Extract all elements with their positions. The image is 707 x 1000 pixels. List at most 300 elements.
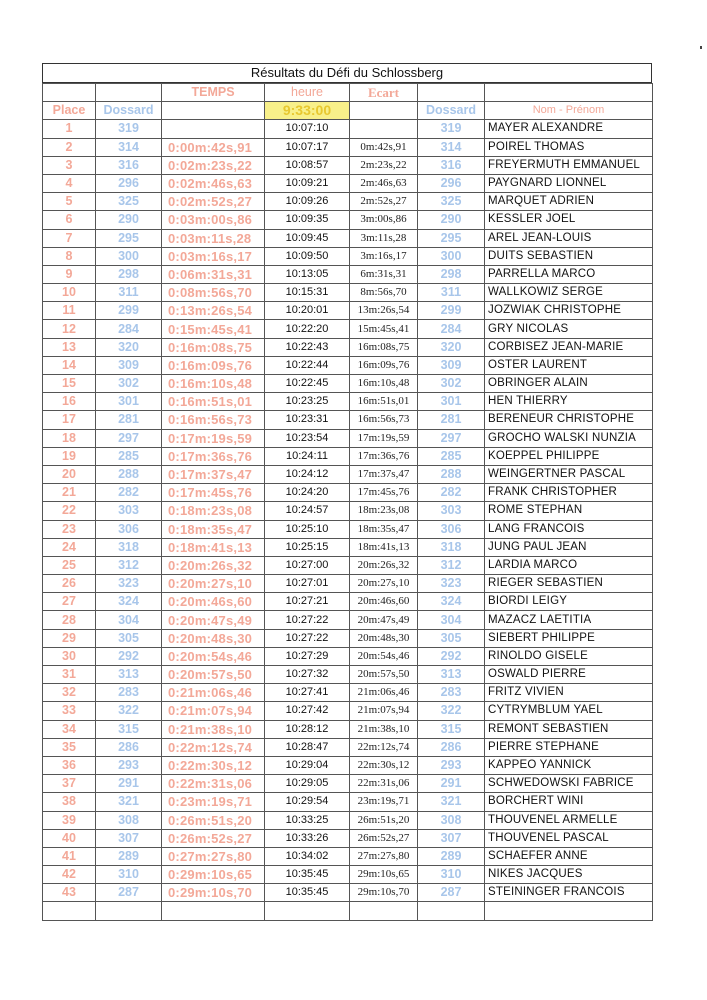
dossard-cell: 290 bbox=[96, 211, 162, 229]
ecart-cell: 20m:47s,49 bbox=[350, 611, 418, 629]
heure-cell: 10:29:05 bbox=[265, 775, 350, 793]
name-cell: BORCHERT WINI bbox=[485, 793, 653, 811]
temps-cell: 0:29m:10s,65 bbox=[162, 866, 265, 884]
temps-cell: 0:15m:45s,41 bbox=[162, 320, 265, 338]
ecart-cell bbox=[350, 120, 418, 138]
place-cell: 6 bbox=[43, 211, 96, 229]
dossard-cell: 297 bbox=[96, 429, 162, 447]
dossard-cell: 295 bbox=[96, 229, 162, 247]
table-row bbox=[43, 884, 653, 902]
temps-cell: 0:17m:36s,76 bbox=[162, 447, 265, 465]
table-row bbox=[43, 284, 653, 302]
ecart-cell: 26m:51s,20 bbox=[350, 811, 418, 829]
table-row bbox=[43, 593, 653, 611]
name-cell: PAYGNARD LIONNEL bbox=[485, 174, 653, 192]
temps-cell: 0:03m:11s,28 bbox=[162, 229, 265, 247]
dossard-right-cell: 307 bbox=[418, 829, 485, 847]
dossard-cell: 292 bbox=[96, 647, 162, 665]
dossard-right-cell: 313 bbox=[418, 666, 485, 684]
heure-cell: 10:20:01 bbox=[265, 302, 350, 320]
table-row bbox=[43, 120, 653, 138]
ecart-cell: 20m:57s,50 bbox=[350, 666, 418, 684]
temps-cell: 0:13m:26s,54 bbox=[162, 302, 265, 320]
place-cell: 1 bbox=[43, 120, 96, 138]
name-cell: GROCHO WALSKI NUNZIA bbox=[485, 429, 653, 447]
place-cell: 9 bbox=[43, 265, 96, 283]
ecart-cell: 20m:46s,60 bbox=[350, 593, 418, 611]
table-row bbox=[43, 447, 653, 465]
place-cell: 34 bbox=[43, 720, 96, 738]
temps-cell: 0:02m:52s,27 bbox=[162, 193, 265, 211]
name-cell: SCHAEFER ANNE bbox=[485, 847, 653, 865]
table-row bbox=[43, 647, 653, 665]
ecart-cell: 2m:52s,27 bbox=[350, 193, 418, 211]
dossard-cell: 314 bbox=[96, 138, 162, 156]
table-row bbox=[43, 684, 653, 702]
heure-cell: 10:23:25 bbox=[265, 393, 350, 411]
table-row bbox=[43, 575, 653, 593]
empty-cell bbox=[350, 902, 418, 920]
dossard-cell: 302 bbox=[96, 375, 162, 393]
dossard-cell: 301 bbox=[96, 393, 162, 411]
name-cell: WALLKOWIZ SERGE bbox=[485, 284, 653, 302]
results-table bbox=[42, 83, 653, 921]
ecart-cell: 18m:35s,47 bbox=[350, 520, 418, 538]
header-dossard-right: Dossard bbox=[418, 102, 485, 120]
name-cell: POIREL THOMAS bbox=[485, 138, 653, 156]
dossard-cell: 310 bbox=[96, 866, 162, 884]
ecart-cell: 16m:56s,73 bbox=[350, 411, 418, 429]
dossard-right-cell: 287 bbox=[418, 884, 485, 902]
dossard-right-cell: 320 bbox=[418, 338, 485, 356]
dossard-cell: 325 bbox=[96, 193, 162, 211]
table-row bbox=[43, 229, 653, 247]
table-row bbox=[43, 666, 653, 684]
header-ecart: Ecart bbox=[350, 84, 418, 102]
table-row bbox=[43, 375, 653, 393]
heure-cell: 10:27:32 bbox=[265, 666, 350, 684]
dossard-cell: 319 bbox=[96, 120, 162, 138]
dossard-cell: 316 bbox=[96, 156, 162, 174]
table-row bbox=[43, 211, 653, 229]
ecart-cell: 20m:48s,30 bbox=[350, 629, 418, 647]
place-cell: 36 bbox=[43, 756, 96, 774]
dossard-right-cell: 303 bbox=[418, 502, 485, 520]
name-cell: KOEPPEL PHILIPPE bbox=[485, 447, 653, 465]
dossard-cell: 308 bbox=[96, 811, 162, 829]
temps-cell: 0:16m:56s,73 bbox=[162, 411, 265, 429]
heure-cell: 10:15:31 bbox=[265, 284, 350, 302]
temps-cell: 0:16m:09s,76 bbox=[162, 356, 265, 374]
heure-cell: 10:23:31 bbox=[265, 411, 350, 429]
ecart-cell: 20m:27s,10 bbox=[350, 575, 418, 593]
table-row bbox=[43, 829, 653, 847]
name-cell: BIORDI LEIGY bbox=[485, 593, 653, 611]
table-row bbox=[43, 720, 653, 738]
dossard-right-cell: 300 bbox=[418, 247, 485, 265]
heure-cell: 10:09:45 bbox=[265, 229, 350, 247]
header-row-main bbox=[43, 102, 653, 120]
dossard-cell: 285 bbox=[96, 447, 162, 465]
heure-cell: 10:22:20 bbox=[265, 320, 350, 338]
place-cell: 32 bbox=[43, 684, 96, 702]
place-cell: 11 bbox=[43, 302, 96, 320]
temps-cell: 0:18m:35s,47 bbox=[162, 520, 265, 538]
table-row bbox=[43, 156, 653, 174]
heure-cell: 10:27:22 bbox=[265, 611, 350, 629]
table-row bbox=[43, 520, 653, 538]
dossard-right-cell: 321 bbox=[418, 793, 485, 811]
table-row bbox=[43, 138, 653, 156]
place-cell: 26 bbox=[43, 575, 96, 593]
place-cell: 18 bbox=[43, 429, 96, 447]
place-cell: 17 bbox=[43, 411, 96, 429]
place-cell: 43 bbox=[43, 884, 96, 902]
temps-cell: 0:03m:16s,17 bbox=[162, 247, 265, 265]
dossard-right-cell: 314 bbox=[418, 138, 485, 156]
heure-cell: 10:34:02 bbox=[265, 847, 350, 865]
place-cell: 31 bbox=[43, 666, 96, 684]
heure-cell: 10:27:00 bbox=[265, 556, 350, 574]
temps-cell: 0:20m:47s,49 bbox=[162, 611, 265, 629]
heure-cell: 10:35:45 bbox=[265, 884, 350, 902]
header-row-top bbox=[43, 84, 653, 102]
ecart-cell: 29m:10s,65 bbox=[350, 866, 418, 884]
place-cell: 38 bbox=[43, 793, 96, 811]
place-cell: 7 bbox=[43, 229, 96, 247]
name-cell: LANG FRANCOIS bbox=[485, 520, 653, 538]
table-row-empty bbox=[43, 902, 653, 920]
name-cell: PIERRE STEPHANE bbox=[485, 738, 653, 756]
temps-cell: 0:08m:56s,70 bbox=[162, 284, 265, 302]
name-cell: REMONT SEBASTIEN bbox=[485, 720, 653, 738]
table-row bbox=[43, 502, 653, 520]
table-row bbox=[43, 356, 653, 374]
temps-cell bbox=[162, 120, 265, 138]
place-cell: 14 bbox=[43, 356, 96, 374]
heure-cell: 10:25:10 bbox=[265, 520, 350, 538]
header-temps: TEMPS bbox=[162, 84, 265, 102]
name-cell: PARRELLA MARCO bbox=[485, 265, 653, 283]
dossard-right-cell: 324 bbox=[418, 593, 485, 611]
ecart-cell: 6m:31s,31 bbox=[350, 265, 418, 283]
name-cell: BERENEUR CHRISTOPHE bbox=[485, 411, 653, 429]
name-cell: RINOLDO GISELE bbox=[485, 647, 653, 665]
heure-cell: 10:22:43 bbox=[265, 338, 350, 356]
temps-cell: 0:00m:42s,91 bbox=[162, 138, 265, 156]
heure-cell: 10:24:12 bbox=[265, 465, 350, 483]
heure-cell: 10:29:04 bbox=[265, 756, 350, 774]
ecart-cell: 21m:06s,46 bbox=[350, 684, 418, 702]
ecart-cell: 22m:31s,06 bbox=[350, 775, 418, 793]
header-nom: Nom - Prénom bbox=[485, 102, 653, 120]
temps-cell: 0:20m:48s,30 bbox=[162, 629, 265, 647]
place-cell: 24 bbox=[43, 538, 96, 556]
temps-cell: 0:03m:00s,86 bbox=[162, 211, 265, 229]
dossard-right-cell: 291 bbox=[418, 775, 485, 793]
dossard-right-cell: 322 bbox=[418, 702, 485, 720]
dossard-right-cell: 283 bbox=[418, 684, 485, 702]
dossard-right-cell: 296 bbox=[418, 174, 485, 192]
ecart-cell: 21m:07s,94 bbox=[350, 702, 418, 720]
place-cell: 40 bbox=[43, 829, 96, 847]
temps-cell: 0:20m:26s,32 bbox=[162, 556, 265, 574]
name-cell: GRY NICOLAS bbox=[485, 320, 653, 338]
table-row bbox=[43, 611, 653, 629]
name-cell: HEN THIERRY bbox=[485, 393, 653, 411]
table-row bbox=[43, 775, 653, 793]
dossard-right-cell: 297 bbox=[418, 429, 485, 447]
table-row bbox=[43, 793, 653, 811]
header-dossard: Dossard bbox=[96, 102, 162, 120]
empty-cell bbox=[162, 902, 265, 920]
temps-cell: 0:23m:19s,71 bbox=[162, 793, 265, 811]
temps-cell: 0:16m:51s,01 bbox=[162, 393, 265, 411]
place-cell: 25 bbox=[43, 556, 96, 574]
name-cell: STEININGER FRANCOIS bbox=[485, 884, 653, 902]
name-cell: THOUVENEL ARMELLE bbox=[485, 811, 653, 829]
dossard-cell: 283 bbox=[96, 684, 162, 702]
name-cell: OSTER LAURENT bbox=[485, 356, 653, 374]
dossard-cell: 289 bbox=[96, 847, 162, 865]
table-row bbox=[43, 265, 653, 283]
table-row bbox=[43, 484, 653, 502]
dossard-right-cell: 292 bbox=[418, 647, 485, 665]
dossard-cell: 321 bbox=[96, 793, 162, 811]
ecart-cell: 16m:08s,75 bbox=[350, 338, 418, 356]
dossard-cell: 312 bbox=[96, 556, 162, 574]
header-heure: heure bbox=[265, 84, 350, 102]
temps-cell: 0:06m:31s,31 bbox=[162, 265, 265, 283]
temps-cell: 0:18m:23s,08 bbox=[162, 502, 265, 520]
heure-cell: 10:27:21 bbox=[265, 593, 350, 611]
temps-cell: 0:16m:10s,48 bbox=[162, 375, 265, 393]
ecart-cell: 13m:26s,54 bbox=[350, 302, 418, 320]
place-cell: 29 bbox=[43, 629, 96, 647]
dossard-cell: 309 bbox=[96, 356, 162, 374]
name-cell: LARDIA MARCO bbox=[485, 556, 653, 574]
heure-cell: 10:24:20 bbox=[265, 484, 350, 502]
name-cell: MARQUET ADRIEN bbox=[485, 193, 653, 211]
dossard-right-cell: 281 bbox=[418, 411, 485, 429]
table-row bbox=[43, 320, 653, 338]
header-blank-4 bbox=[485, 84, 653, 102]
dossard-right-cell: 298 bbox=[418, 265, 485, 283]
dossard-right-cell: 288 bbox=[418, 465, 485, 483]
temps-cell: 0:18m:41s,13 bbox=[162, 538, 265, 556]
heure-cell: 10:07:17 bbox=[265, 138, 350, 156]
temps-cell: 0:16m:08s,75 bbox=[162, 338, 265, 356]
empty-cell bbox=[418, 902, 485, 920]
table-row bbox=[43, 429, 653, 447]
heure-cell: 10:23:54 bbox=[265, 429, 350, 447]
dossard-cell: 282 bbox=[96, 484, 162, 502]
place-cell: 20 bbox=[43, 465, 96, 483]
empty-cell bbox=[43, 902, 96, 920]
ecart-cell: 17m:36s,76 bbox=[350, 447, 418, 465]
table-row bbox=[43, 302, 653, 320]
ecart-cell: 16m:09s,76 bbox=[350, 356, 418, 374]
place-cell: 19 bbox=[43, 447, 96, 465]
dossard-cell: 304 bbox=[96, 611, 162, 629]
dossard-cell: 288 bbox=[96, 465, 162, 483]
heure-cell: 10:27:29 bbox=[265, 647, 350, 665]
dossard-right-cell: 308 bbox=[418, 811, 485, 829]
table-row bbox=[43, 811, 653, 829]
dossard-cell: 318 bbox=[96, 538, 162, 556]
table-row bbox=[43, 702, 653, 720]
dossard-right-cell: 285 bbox=[418, 447, 485, 465]
ecart-cell: 3m:11s,28 bbox=[350, 229, 418, 247]
temps-cell: 0:22m:31s,06 bbox=[162, 775, 265, 793]
dossard-right-cell: 284 bbox=[418, 320, 485, 338]
dossard-cell: 286 bbox=[96, 738, 162, 756]
table-row bbox=[43, 556, 653, 574]
name-cell: FREYERMUTH EMMANUEL bbox=[485, 156, 653, 174]
dossard-right-cell: 290 bbox=[418, 211, 485, 229]
dossard-cell: 303 bbox=[96, 502, 162, 520]
dossard-cell: 311 bbox=[96, 284, 162, 302]
ecart-cell: 23m:19s,71 bbox=[350, 793, 418, 811]
dossard-cell: 287 bbox=[96, 884, 162, 902]
empty-cell bbox=[485, 902, 653, 920]
place-cell: 33 bbox=[43, 702, 96, 720]
table-row bbox=[43, 866, 653, 884]
ecart-cell: 16m:10s,48 bbox=[350, 375, 418, 393]
name-cell: JUNG PAUL JEAN bbox=[485, 538, 653, 556]
header-blank-5 bbox=[162, 102, 265, 120]
name-cell: OBRINGER ALAIN bbox=[485, 375, 653, 393]
dossard-right-cell: 282 bbox=[418, 484, 485, 502]
dossard-cell: 322 bbox=[96, 702, 162, 720]
temps-cell: 0:20m:54s,46 bbox=[162, 647, 265, 665]
place-cell: 4 bbox=[43, 174, 96, 192]
name-cell: MAZACZ LAETITIA bbox=[485, 611, 653, 629]
table-row bbox=[43, 756, 653, 774]
temps-cell: 0:22m:30s,12 bbox=[162, 756, 265, 774]
table-row bbox=[43, 193, 653, 211]
place-cell: 28 bbox=[43, 611, 96, 629]
temps-cell: 0:26m:52s,27 bbox=[162, 829, 265, 847]
name-cell: NIKES JACQUES bbox=[485, 866, 653, 884]
name-cell: CYTRYMBLUM YAEL bbox=[485, 702, 653, 720]
temps-cell: 0:21m:38s,10 bbox=[162, 720, 265, 738]
dossard-right-cell: 316 bbox=[418, 156, 485, 174]
dossard-cell: 315 bbox=[96, 720, 162, 738]
ecart-cell: 26m:52s,27 bbox=[350, 829, 418, 847]
table-row bbox=[43, 247, 653, 265]
table-row bbox=[43, 629, 653, 647]
header-blank-1 bbox=[43, 84, 96, 102]
heure-cell: 10:33:25 bbox=[265, 811, 350, 829]
heure-cell: 10:07:10 bbox=[265, 120, 350, 138]
heure-cell: 10:25:15 bbox=[265, 538, 350, 556]
heure-cell: 10:13:05 bbox=[265, 265, 350, 283]
dossard-right-cell: 325 bbox=[418, 193, 485, 211]
page-title: Résultats du Défi du Schlossberg bbox=[42, 63, 652, 83]
dossard-cell: 307 bbox=[96, 829, 162, 847]
results-sheet bbox=[42, 63, 652, 921]
dossard-right-cell: 306 bbox=[418, 520, 485, 538]
temps-cell: 0:20m:27s,10 bbox=[162, 575, 265, 593]
header-blank-2 bbox=[96, 84, 162, 102]
ecart-cell: 17m:37s,47 bbox=[350, 465, 418, 483]
dossard-right-cell: 295 bbox=[418, 229, 485, 247]
temps-cell: 0:22m:12s,74 bbox=[162, 738, 265, 756]
heure-cell: 10:09:35 bbox=[265, 211, 350, 229]
dossard-cell: 298 bbox=[96, 265, 162, 283]
temps-cell: 0:17m:19s,59 bbox=[162, 429, 265, 447]
empty-cell bbox=[265, 902, 350, 920]
place-cell: 35 bbox=[43, 738, 96, 756]
dossard-right-cell: 319 bbox=[418, 120, 485, 138]
dossard-right-cell: 312 bbox=[418, 556, 485, 574]
name-cell: RIEGER SEBASTIEN bbox=[485, 575, 653, 593]
place-cell: 39 bbox=[43, 811, 96, 829]
place-cell: 22 bbox=[43, 502, 96, 520]
dossard-right-cell: 302 bbox=[418, 375, 485, 393]
dossard-cell: 305 bbox=[96, 629, 162, 647]
heure-cell: 10:24:57 bbox=[265, 502, 350, 520]
name-cell: KAPPEO YANNICK bbox=[485, 756, 653, 774]
place-cell: 37 bbox=[43, 775, 96, 793]
place-cell: 30 bbox=[43, 647, 96, 665]
temps-cell: 0:21m:07s,94 bbox=[162, 702, 265, 720]
place-cell: 8 bbox=[43, 247, 96, 265]
name-cell: THOUVENEL PASCAL bbox=[485, 829, 653, 847]
dossard-right-cell: 289 bbox=[418, 847, 485, 865]
heure-cell: 10:28:12 bbox=[265, 720, 350, 738]
header-blank-3 bbox=[418, 84, 485, 102]
empty-cell bbox=[96, 902, 162, 920]
name-cell: SIEBERT PHILIPPE bbox=[485, 629, 653, 647]
ecart-cell: 18m:23s,08 bbox=[350, 502, 418, 520]
dossard-right-cell: 315 bbox=[418, 720, 485, 738]
ecart-cell: 21m:38s,10 bbox=[350, 720, 418, 738]
ecart-cell: 20m:26s,32 bbox=[350, 556, 418, 574]
temps-cell: 0:17m:37s,47 bbox=[162, 465, 265, 483]
ecart-cell: 17m:45s,76 bbox=[350, 484, 418, 502]
heure-cell: 10:27:42 bbox=[265, 702, 350, 720]
heure-cell: 10:09:26 bbox=[265, 193, 350, 211]
name-cell: CORBISEZ JEAN-MARIE bbox=[485, 338, 653, 356]
ecart-cell: 17m:19s,59 bbox=[350, 429, 418, 447]
start-time: 9:33:00 bbox=[265, 102, 350, 120]
table-row bbox=[43, 738, 653, 756]
dossard-right-cell: 293 bbox=[418, 756, 485, 774]
place-cell: 2 bbox=[43, 138, 96, 156]
heure-cell: 10:24:11 bbox=[265, 447, 350, 465]
place-cell: 23 bbox=[43, 520, 96, 538]
heure-cell: 10:28:47 bbox=[265, 738, 350, 756]
ecart-cell: 8m:56s,70 bbox=[350, 284, 418, 302]
place-cell: 16 bbox=[43, 393, 96, 411]
results-body bbox=[43, 120, 653, 920]
dossard-cell: 284 bbox=[96, 320, 162, 338]
ecart-cell: 3m:00s,86 bbox=[350, 211, 418, 229]
ecart-cell: 2m:23s,22 bbox=[350, 156, 418, 174]
heure-cell: 10:27:01 bbox=[265, 575, 350, 593]
name-cell: SCHWEDOWSKI FABRICE bbox=[485, 775, 653, 793]
heure-cell: 10:22:45 bbox=[265, 375, 350, 393]
temps-cell: 0:20m:57s,50 bbox=[162, 666, 265, 684]
temps-cell: 0:02m:46s,63 bbox=[162, 174, 265, 192]
dossard-cell: 313 bbox=[96, 666, 162, 684]
dossard-cell: 324 bbox=[96, 593, 162, 611]
table-row bbox=[43, 538, 653, 556]
heure-cell: 10:08:57 bbox=[265, 156, 350, 174]
dossard-cell: 320 bbox=[96, 338, 162, 356]
